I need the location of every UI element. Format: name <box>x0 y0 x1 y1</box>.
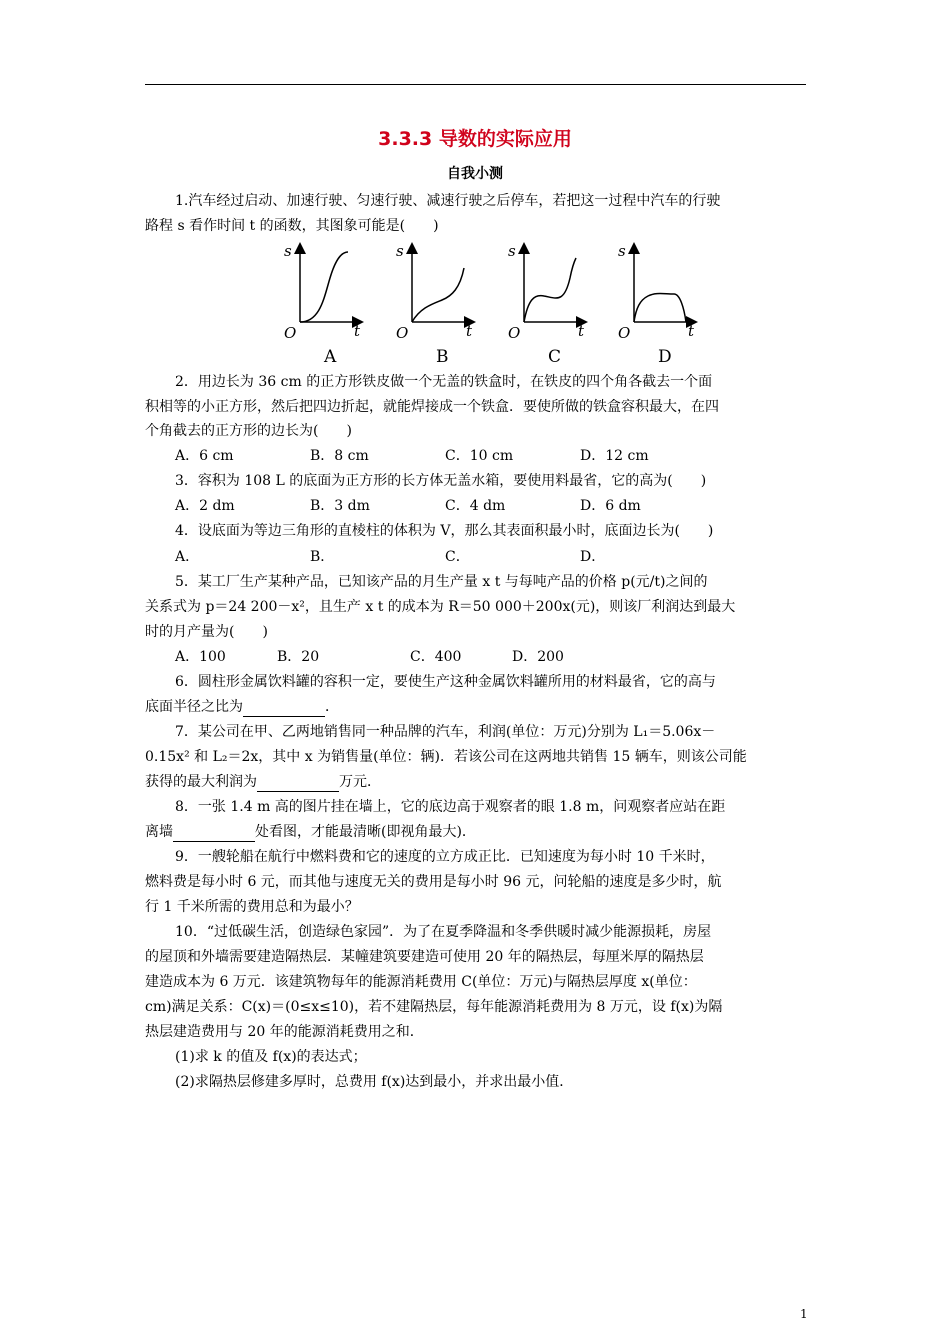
q10-part1: (1)求 k 的值及 f(x)的表达式； <box>175 1049 367 1065</box>
q6-line2 <box>145 698 339 717</box>
q10-part2: (2)求隔热层修建多厚时，总费用 f(x)达到最小，并求出最小值． <box>175 1074 574 1090</box>
graph-d-s-label: s <box>618 242 626 260</box>
q4-option-b: B． <box>310 549 335 565</box>
q10-line5: 热层建造费用与 20 年的能源消耗费用之和． <box>145 1024 424 1040</box>
graph-c-label: C <box>548 347 562 367</box>
q10-line4: cm)满足关系：C(x)＝(0≤x≤10)，若不建隔热层，每年能源消耗费用为 8 万元，设 f(x)为隔 <box>145 999 723 1015</box>
q5-option-c: C．400 <box>410 649 462 665</box>
q2-option-a: A．6 cm <box>175 448 234 464</box>
q2-option-b: B．8 cm <box>310 448 369 464</box>
graph-a-label: A <box>324 347 337 367</box>
q10-line2: 的屋顶和外墙需要建造隔热层．某幢建筑要建造可使用 20 年的隔热层，每厘米厚的隔热层 <box>145 949 704 965</box>
q5-line2: 关系式为 p＝24 200－x²，且生产 x t 的成本为 R＝50 000＋200x(元)，则该厂利润达到最大 <box>145 599 736 615</box>
graph-d-o-label: O <box>618 324 631 342</box>
graph-c-s-label: s <box>508 242 516 260</box>
graph-a-o-label: O <box>284 324 297 342</box>
q5-option-a: A．100 <box>175 649 226 665</box>
q6-line1: 6．圆柱形金属饮料罐的容积一定，要使生产这种金属饮料罐所用的材料最省，它的高与 <box>175 674 716 690</box>
q1-line1: 1.汽车经过启动、加速行驶、匀速行驶、减速行驶之后停车，若把这一过程中汽车的行驶 <box>175 193 721 209</box>
q7-line3-end: 万元． <box>339 774 381 790</box>
q5-line1: 5．某工厂生产某种产品，已知该产品的月生产量 x t 与每吨产品的价格 p(元/t)之间的 <box>175 574 708 590</box>
graph-b <box>396 242 473 367</box>
graph-c <box>508 242 585 367</box>
q3-line1: 3．容积为 108 L 的底面为正方形的长方体无盖水箱，要使用料最省，它的高为( ) <box>175 473 707 489</box>
q1-graph-options <box>272 238 722 368</box>
q2-line1: 2．用边长为 36 cm 的正方形铁皮做一个无盖的铁盒时，在铁皮的四个角各截去一个面 <box>175 374 713 390</box>
q10-line3: 建造成本为 6 万元．该建筑物每年的能源消耗费用 C(单位：万元)与隔热层厚度 x(单位： <box>145 974 697 990</box>
q3-option-b: B．3 dm <box>310 498 370 514</box>
graph-b-s-label: s <box>396 242 404 260</box>
q8-line2 <box>145 823 476 842</box>
graph-a <box>284 242 361 367</box>
q7-line3-text: 获得的最大利润为 <box>145 774 257 790</box>
graph-b-label: B <box>436 347 449 367</box>
q8-line1: 8．一张 1.4 m 高的图片挂在墙上，它的底边高于观察者的眼 1.8 m，问观察者应站在距 <box>175 799 726 815</box>
q7-line3 <box>145 773 381 792</box>
page-number: 1 <box>800 1307 808 1321</box>
q2-line2: 积相等的小正方形，然后把四边折起，就能焊接成一个铁盒．要使所做的铁盒容积最大，在四 <box>145 399 719 415</box>
q3-option-d: D．6 dm <box>580 498 641 514</box>
q10-line1: 10．“过低碳生活，创造绿色家园”．为了在夏季降温和冬季供暖时减少能源损耗，房屋 <box>175 924 712 940</box>
header-rule <box>145 84 806 85</box>
q3-option-c: C．4 dm <box>445 498 506 514</box>
q6-line2-end: ． <box>325 699 339 715</box>
q3-option-a: A．2 dm <box>175 498 235 514</box>
q2-option-d: D．12 cm <box>580 448 649 464</box>
q5-line3: 时的月产量为( ) <box>145 624 268 640</box>
q7-line1: 7．某公司在甲、乙两地销售同一种品牌的汽车，利润(单位：万元)分别为 L₁＝5.06x－ <box>175 724 716 740</box>
graph-c-o-label: O <box>508 324 521 342</box>
q9-line2: 燃料费是每小时 6 元，而其他与速度无关的费用是每小时 96 元，问轮船的速度是多少时，航 <box>145 874 722 890</box>
q4-option-a: A． <box>175 549 200 565</box>
graph-d-label: D <box>658 347 672 367</box>
section-subtitle: 自我小测 <box>447 166 503 182</box>
q5-option-d: D．200 <box>512 649 564 665</box>
q4-option-d: D． <box>580 549 606 565</box>
q7-line2: 0.15x² 和 L₂＝2x，其中 x 为销售量(单位：辆)．若该公司在这两地共销售 15 辆车，则该公司能 <box>145 749 747 765</box>
graph-b-o-label: O <box>396 324 409 342</box>
q5-option-b: B．20 <box>277 649 320 665</box>
q4-line1: 4．设底面为等边三角形的直棱柱的体积为 V，那么其表面积最小时，底面边长为( ) <box>175 523 714 539</box>
q6-answer-blank[interactable] <box>243 698 325 717</box>
q8-line2-text: 离墙 <box>145 824 173 840</box>
q9-line3: 行 1 千米所需的费用总和为最小？ <box>145 899 359 915</box>
graph-b-t-label: t <box>466 322 473 340</box>
graph-d-t-label: t <box>688 322 695 340</box>
q8-answer-blank[interactable] <box>173 823 255 842</box>
graph-d <box>618 242 695 367</box>
q4-option-c: C． <box>445 549 470 565</box>
q1-line2: 路程 s 看作时间 t 的函数，其图象可能是( ) <box>145 218 439 234</box>
graph-a-t-label: t <box>354 322 361 340</box>
q7-answer-blank[interactable] <box>257 773 339 792</box>
q2-line3: 个角截去的正方形的边长为( ) <box>145 423 352 439</box>
q9-line1: 9．一艘轮船在航行中燃料费和它的速度的立方成正比．已知速度为每小时 10 千米时， <box>175 849 715 865</box>
q6-line2-text: 底面半径之比为 <box>145 699 243 715</box>
graph-c-t-label: t <box>578 322 585 340</box>
q2-option-c: C．10 cm <box>445 448 514 464</box>
q8-line2-end: 处看图，才能最清晰(即视角最大)． <box>255 824 476 840</box>
page-title: 3.3.3 导数的实际应用 <box>378 128 572 150</box>
graph-a-s-label: s <box>284 242 292 260</box>
